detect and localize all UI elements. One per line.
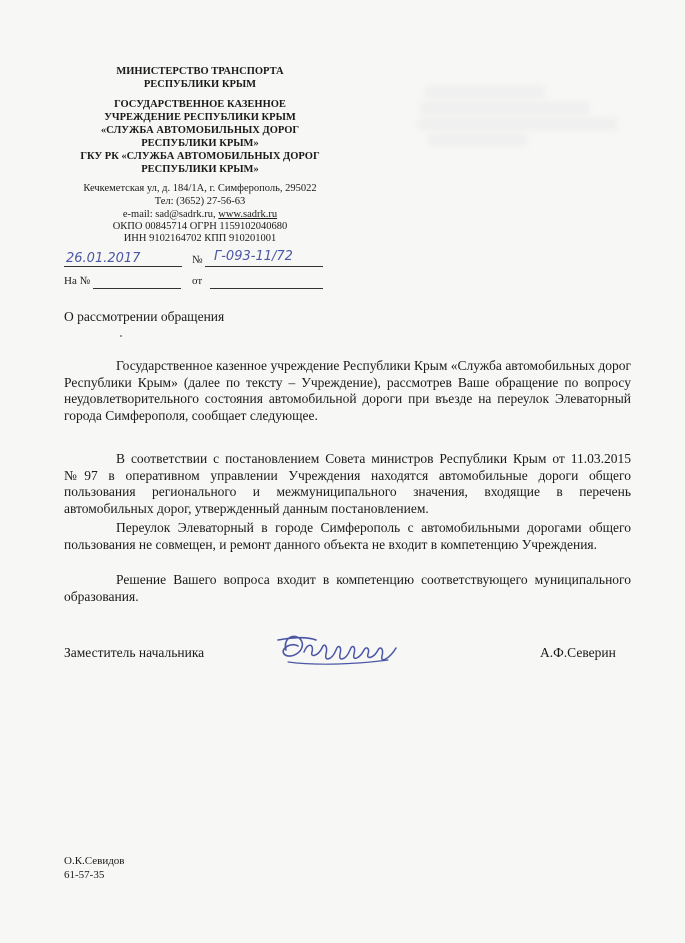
ref-number-underline (93, 288, 181, 289)
institution-line-3: «СЛУЖБА АВТОМОБИЛЬНЫХ ДОРОГ (100, 125, 300, 136)
ref-number-label: На № (64, 275, 91, 287)
institution-line-5: ГКУ РК «СЛУЖБА АВТОМОБИЛЬНЫХ ДОРОГ (80, 151, 320, 162)
ministry-line-1: МИНИСТЕРСТВО ТРАНСПОРТА (116, 66, 284, 77)
inn-kpp: ИНН 9102164702 КПП 910201001 (123, 233, 277, 244)
registration-date: 26.01.2017 (66, 251, 141, 266)
number-underline (205, 266, 323, 267)
subject-line: О рассмотрении обращения (64, 309, 225, 324)
ministry-line-2: РЕСПУБЛИКИ КРЫМ (143, 79, 257, 90)
signatory-role: Заместитель начальника (64, 645, 205, 660)
ref-date-label: от (192, 275, 203, 287)
phone: Тел: (3652) 27-56-63 (154, 196, 246, 207)
address: Кечкеметская ул, д. 184/1А, г. Симферополь, 295022 (83, 183, 317, 194)
handwritten-signature (268, 622, 418, 672)
signatory-name: А.Ф.Северин (540, 645, 616, 660)
executor-name: О.К.Севидов (64, 855, 125, 867)
body-paragraph-1: Государственное казенное учреждение Республики Крым «Служба автомобильных дорог Республики Крым» (далее по тексту – Учреждение), рассмотрев Ваше обращение по вопросу неудовлетворительного состояния автомобильной дороги при въезде на переулок Элеваторный города Симферополя, сообщает следующее. (64, 358, 631, 423)
number-label: № (192, 254, 203, 266)
registration-number: Г-093-11/72 (214, 249, 293, 264)
website-link[interactable]: www.sadrk.ru (218, 209, 278, 220)
email: e-mail: sad@sadrk.ru, (122, 209, 219, 220)
body-paragraph-2: В соответствии с постановлением Совета министров Республики Крым от 11.03.2015 №97 в оперативном управлении Учреждения находятся автомобильные дороги общего пользования регионального и межмуниципального значения, входящие в перечень автомобильных дорог, утвержденный данным постановлением. (64, 451, 631, 516)
ref-date-underline (210, 288, 323, 289)
email-line (40, 209, 360, 222)
okpo-ogrn: ОКПО 00845714 ОГРН 1159102040680 (112, 221, 288, 232)
body-paragraph-4: Решение Вашего вопроса входит в компетенцию соответствующего муниципального образования. (64, 572, 631, 604)
institution-line-4: РЕСПУБЛИКИ КРЫМ» (141, 138, 259, 149)
institution-line-6: РЕСПУБЛИКИ КРЫМ» (141, 164, 259, 175)
body-paragraph-3: Переулок Элеваторный в городе Симферополь с автомобильными дорогами общего пользования не совмещен, и ремонт данного объекта не входит в компетенцию Учреждения. (64, 520, 631, 552)
date-underline (64, 266, 182, 267)
institution-line-2: УЧРЕЖДЕНИЕ РЕСПУБЛИКИ КРЫМ (104, 112, 296, 123)
executor-phone: 61-57-35 (64, 869, 105, 881)
institution-line-1: ГОСУДАРСТВЕННОЕ КАЗЕННОЕ (114, 99, 286, 110)
stray-mark (120, 335, 122, 337)
